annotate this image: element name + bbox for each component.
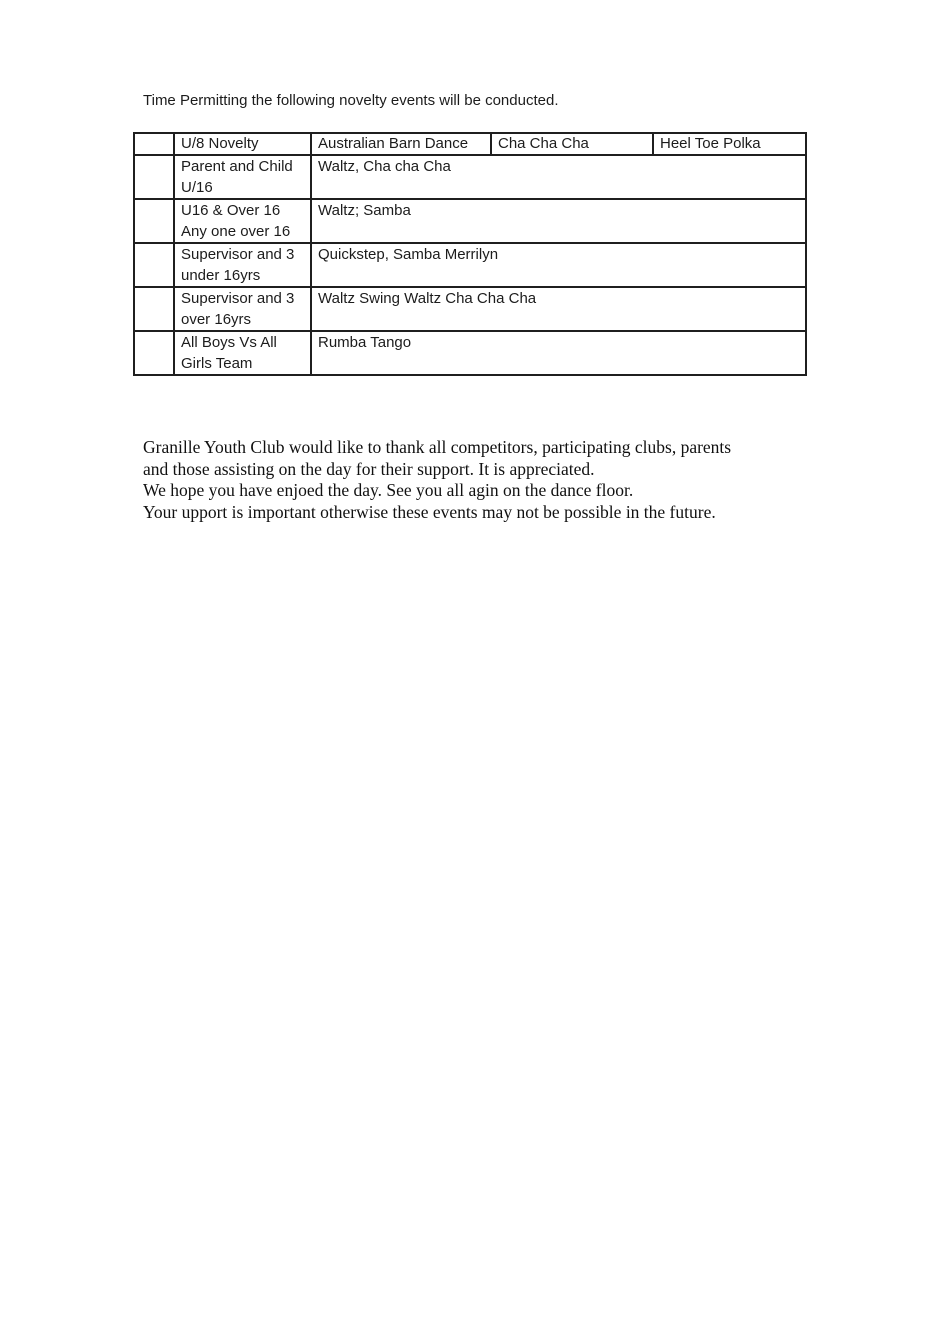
closing-line: Your upport is important otherwise these events may not be possible in the future. [143,502,716,523]
empty-cell [134,133,174,155]
table-row [134,287,806,331]
table-row [134,155,806,199]
category-header-cell: U/8 Novelty [174,133,311,155]
closing-paragraph [143,437,731,524]
category-line: Girls Team [181,355,253,372]
empty-cell [134,243,174,287]
category-line: Any one over 16 [181,223,291,240]
table-row [134,199,806,243]
category-line: All Boys Vs All [181,334,277,351]
category-cell [174,243,311,287]
category-cell [174,331,311,375]
category-line: under 16yrs [181,267,261,284]
category-cell [174,199,311,243]
dances-cell: Quickstep, Samba Merrilyn [311,243,806,287]
closing-line: We hope you have enjoed the day. See you all agin on the dance floor. [143,480,634,501]
dance-cell: Heel Toe Polka [653,133,806,155]
dances-cell: Waltz; Samba [311,199,806,243]
dances-cell: Waltz Swing Waltz Cha Cha Cha [311,287,806,331]
category-line: U/16 [181,179,213,196]
empty-cell [134,155,174,199]
closing-line: Granille Youth Club would like to thank all competitors, participating clubs, parents [143,437,732,457]
table-row [134,133,806,155]
table-row [134,331,806,375]
dances-cell: Waltz, Cha cha Cha [311,155,806,199]
empty-cell [134,287,174,331]
dance-cell: Australian Barn Dance [311,133,491,155]
novelty-events-table [133,132,807,376]
table-row [134,243,806,287]
category-line: U16 & Over 16 [181,202,281,219]
empty-cell [134,331,174,375]
category-line: Supervisor and 3 [181,290,295,307]
intro-text: Time Permitting the following novelty events will be conducted. [143,92,559,109]
dances-cell: Rumba Tango [311,331,806,375]
dance-cell: Cha Cha Cha [491,133,653,155]
category-line: Supervisor and 3 [181,246,295,263]
empty-cell [134,199,174,243]
closing-line: and those assisting on the day for their support. It is appreciated. [143,458,595,479]
category-cell [174,287,311,331]
category-line: over 16yrs [181,311,252,328]
category-line: Parent and Child [181,158,293,175]
category-cell [174,155,311,199]
